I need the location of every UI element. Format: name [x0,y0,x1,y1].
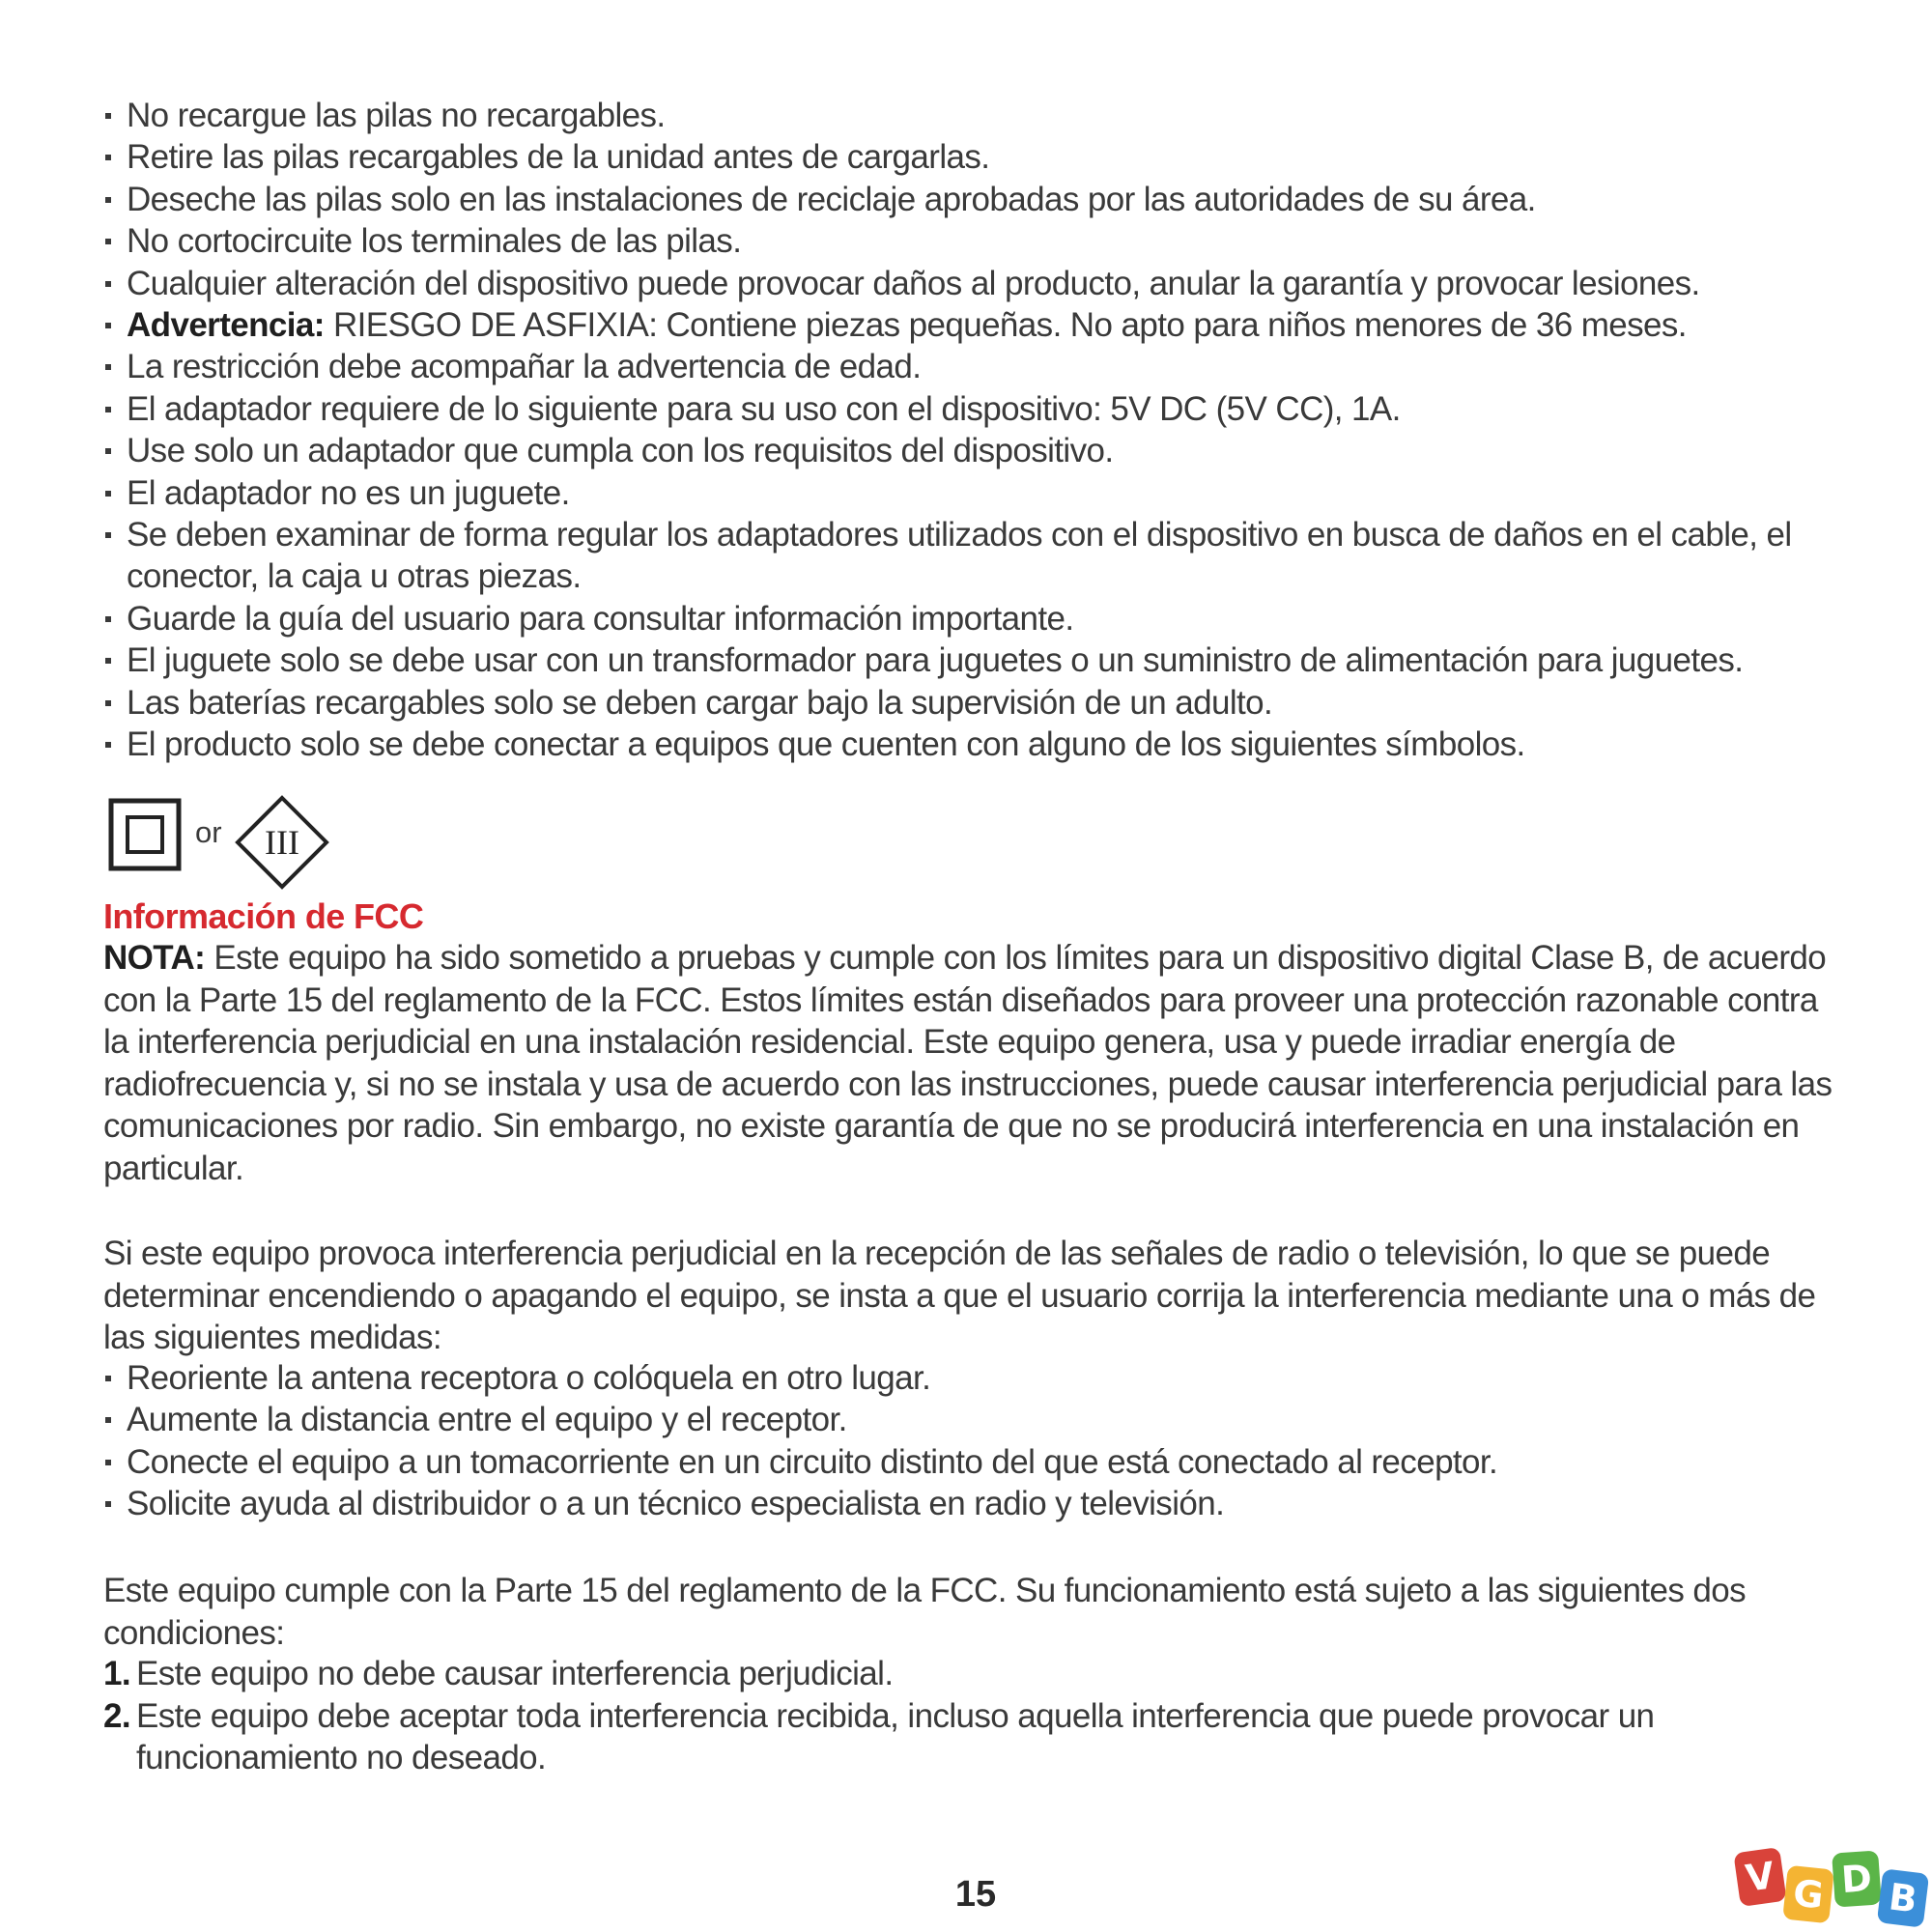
logo-letter: V [1733,1847,1786,1907]
list-number: 2. [103,1696,130,1735]
list-item: Aumente la distancia entre el equipo y el receptor. [103,1399,1823,1440]
symbol-separator: or [195,815,222,849]
list-item: Deseche las pilas solo en las instalaciones de reciclaje aprobadas por las autoridades de su área. [103,179,1823,220]
logo-letter: D [1832,1850,1882,1907]
list-item: Conecte el equipo a un tomacorriente en un circuito distinto del que está conectado al receptor. [103,1441,1823,1483]
list-item: Las baterías recargables solo se deben cargar bajo la supervisión de un adulto. [103,682,1823,724]
list-item: No recargue las pilas no recargables. [103,95,1823,136]
list-item: El adaptador no es un juguete. [103,472,1823,514]
fcc-note-paragraph: NOTA: Este equipo ha sido sometido a pruebas y cumple con los límites para un dispositivo digital Clase B, de acuerdo con la Parte 15 del reglamento de la FCC. Estos límites están diseñados para proveer una protección razonable contra la interferencia perjudicial en una instalación residencial. Este equipo genera, usa y puede irradiar energía de radiofrecuencia y, si no se instala y usa de acuerdo con las instrucciones, puede causar interferencia perjudicial para las comunicaciones por radio. Sin embargo, no existe garantía de que no se producirá interferencia en una instalación en particular. [103,939,1833,1187]
list-item: El juguete solo se debe usar con un transformador para juguetes o un suministro de alimentación para juguetes. [103,639,1823,681]
page-number: 15 [954,1874,997,1915]
logo-letter: G [1782,1865,1834,1924]
list-item: Se deben examinar de forma regular los adaptadores utilizados con el dispositivo en busca de daños en el cable, el conector, la caja u otras piezas. [103,514,1856,598]
list-item: Reoriente la antena receptora o colóquela en otro lugar. [103,1357,1823,1399]
diamond-III-icon [234,794,330,891]
fcc-conditions-list [103,1653,1833,1779]
list-item: El producto solo se debe conectar a equipos que cuenten con alguno de los siguientes símbolos. [103,724,1823,765]
fcc-section-title: Información de FCC [103,896,424,936]
note-label: NOTA: [103,939,206,977]
logo-letter: B [1877,1868,1929,1927]
class3-label: III [265,823,299,862]
list-item: Guarde la guía del usuario para consultar información importante. [103,598,1823,639]
list-number: 1. [103,1655,130,1692]
vgdb-watermark-logo [1729,1850,1932,1932]
list-item: Retire las pilas recargables de la unidad antes de cargarlas. [103,136,1823,178]
fcc-measures-list [103,1357,1823,1525]
equipment-symbols [108,794,350,891]
fcc-compliance-paragraph: Este equipo cumple con la Parte 15 del reglamento de la FCC. Su funcionamiento está sujeto a las siguientes dos condiciones: [103,1572,1746,1652]
safety-bullet-list [103,95,1823,766]
list-item: Cualquier alteración del dispositivo puede provocar daños al producto, anular la garantía y provocar lesiones. [103,263,1823,304]
warning-item: Advertencia: RIESGO DE ASFIXIA: Contiene piezas pequeñas. No apto para niños menores de 36 meses. [103,304,1823,346]
double-square-icon [108,798,182,871]
list-item: Use solo un adaptador que cumpla con los requisitos del dispositivo. [103,430,1823,471]
list-item: La restricción debe acompañar la advertencia de edad. [103,346,1823,387]
list-item: 1. Este equipo no debe causar interferencia perjudicial. [103,1653,1833,1695]
fcc-interference-paragraph: Si este equipo provoca interferencia perjudicial en la recepción de las señales de radio o televisión, lo que se puede determinar encendiendo o apagando el equipo, se insta a que el usuario corrija la interferencia mediante una o más de las siguientes medidas: [103,1235,1816,1356]
list-item: El adaptador requiere de lo siguiente para su uso con el dispositivo: 5V DC (5V CC), 1A. [103,388,1823,430]
list-item: Solicite ayuda al distribuidor o a un técnico especialista en radio y televisión. [103,1483,1823,1524]
list-item: No cortocircuite los terminales de las pilas. [103,220,1823,262]
list-item: 2. Este equipo debe aceptar toda interferencia recibida, incluso aquella interferencia que puede provocar un funcionamiento no deseado. [103,1696,1655,1776]
warning-label: Advertencia: [127,306,325,345]
